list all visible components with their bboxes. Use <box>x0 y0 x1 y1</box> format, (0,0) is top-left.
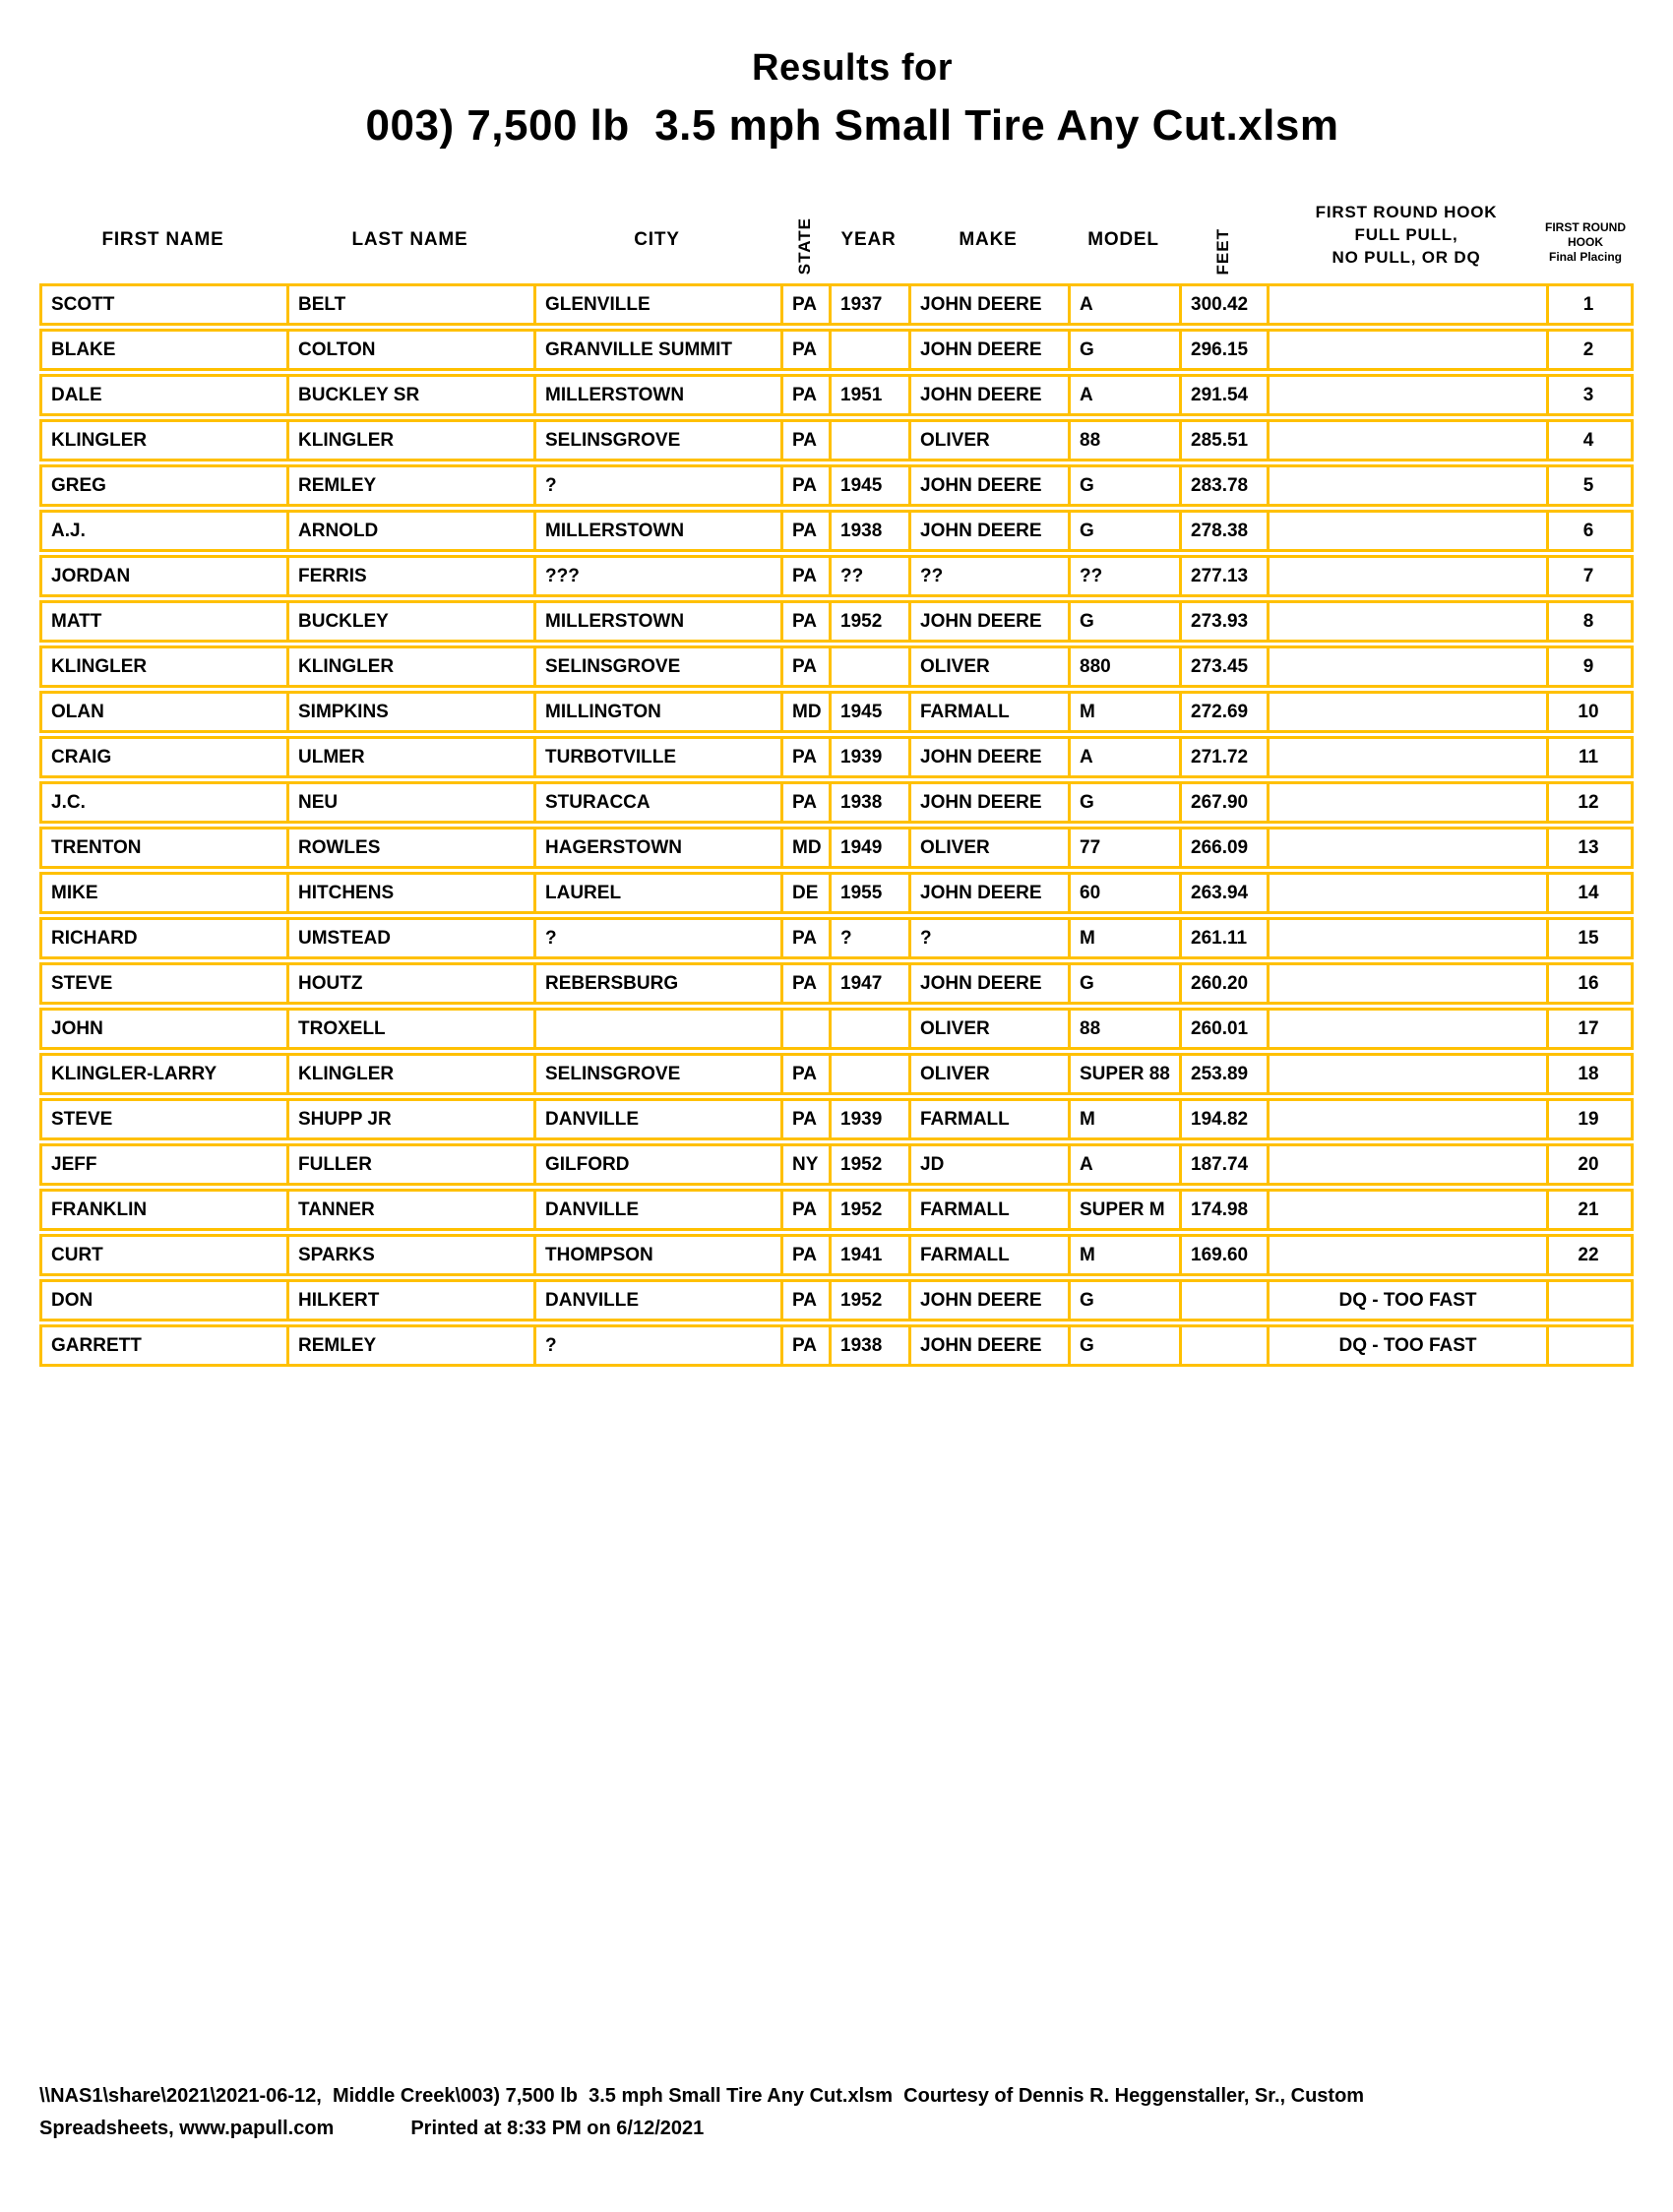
cell-state: PA <box>783 513 832 549</box>
results-table <box>39 188 1634 1367</box>
cell-year: 1945 <box>832 694 911 730</box>
cell-make: JOHN DEERE <box>911 739 1071 775</box>
cell-state: PA <box>783 467 832 504</box>
cell-last-name: TROXELL <box>289 1011 536 1047</box>
table-row <box>39 1053 1634 1095</box>
cell-first-name: MIKE <box>42 875 289 911</box>
cell-first-name: SCOTT <box>42 286 289 323</box>
cell-first-name: STEVE <box>42 965 289 1002</box>
cell-year: 1937 <box>832 286 911 323</box>
cell-first-name: JORDAN <box>42 558 289 594</box>
cell-final-placing: 11 <box>1578 746 1599 768</box>
cell-feet: 263.94 <box>1182 875 1270 911</box>
header-feet: FEET <box>1212 227 1232 275</box>
cell-last-name: ROWLES <box>289 830 536 866</box>
cell-make: JOHN DEERE <box>911 875 1071 911</box>
cell-state: NY <box>783 1146 832 1183</box>
cell-last-name: SPARKS <box>289 1237 536 1273</box>
cell-first-name: CRAIG <box>42 739 289 775</box>
cell-model: M <box>1071 920 1182 956</box>
cell-year: 1952 <box>832 1192 911 1228</box>
cell-first-name: OLAN <box>42 694 289 730</box>
cell-hook-result <box>1270 377 1549 413</box>
cell-feet: 174.98 <box>1182 1192 1270 1228</box>
cell-state: PA <box>783 332 832 368</box>
placing-header-line3: Final Placing <box>1548 250 1622 264</box>
footer-line2 <box>39 2113 1364 2145</box>
cell-year: 1939 <box>832 1101 911 1137</box>
cell-final-placing: 4 <box>1582 429 1594 451</box>
cell-first-name: DON <box>42 1282 289 1319</box>
cell-hook-result <box>1270 648 1549 685</box>
cell-last-name: BUCKLEY SR <box>289 377 536 413</box>
cell-feet: 296.15 <box>1182 332 1270 368</box>
cell-city: SELINSGROVE <box>536 422 783 459</box>
cell-feet: 260.20 <box>1182 965 1270 1002</box>
cell-feet: 253.89 <box>1182 1056 1270 1092</box>
cell-feet: 260.01 <box>1182 1011 1270 1047</box>
cell-make: FARMALL <box>911 1101 1071 1137</box>
cell-final-placing: 9 <box>1582 655 1594 677</box>
cell-year <box>832 648 911 685</box>
table-row <box>39 464 1634 507</box>
cell-last-name: HILKERT <box>289 1282 536 1319</box>
footer <box>39 2080 1364 2145</box>
cell-hook-result <box>1270 965 1549 1002</box>
cell-year: ? <box>832 920 911 956</box>
cell-final-placing: 12 <box>1578 791 1599 813</box>
cell-state: PA <box>783 1192 832 1228</box>
cell-last-name: KLINGLER <box>289 422 536 459</box>
cell-last-name: FERRIS <box>289 558 536 594</box>
cell-first-name: BLAKE <box>42 332 289 368</box>
cell-state: PA <box>783 603 832 640</box>
cell-state: PA <box>783 739 832 775</box>
cell-year: 1951 <box>832 377 911 413</box>
cell-year: 1939 <box>832 739 911 775</box>
cell-hook-result <box>1270 467 1549 504</box>
cell-year: 1938 <box>832 513 911 549</box>
cell-year: 1941 <box>832 1237 911 1273</box>
cell-city: THOMPSON <box>536 1237 783 1273</box>
cell-first-name: MATT <box>42 603 289 640</box>
cell-last-name: BELT <box>289 286 536 323</box>
table-row <box>39 329 1634 371</box>
cell-model: G <box>1071 513 1182 549</box>
cell-feet: 169.60 <box>1182 1237 1270 1273</box>
cell-last-name: NEU <box>289 784 536 821</box>
cell-final-placing: 10 <box>1578 701 1599 722</box>
cell-city: DANVILLE <box>536 1192 783 1228</box>
cell-make: JOHN DEERE <box>911 467 1071 504</box>
cell-feet: 278.38 <box>1182 513 1270 549</box>
table-row <box>39 736 1634 778</box>
cell-model: A <box>1071 286 1182 323</box>
header-year: YEAR <box>840 229 897 250</box>
cell-last-name: HITCHENS <box>289 875 536 911</box>
cell-state: PA <box>783 965 832 1002</box>
table-row <box>39 645 1634 688</box>
cell-year: 1952 <box>832 1146 911 1183</box>
cell-make: JOHN DEERE <box>911 377 1071 413</box>
cell-hook-result <box>1270 1237 1549 1273</box>
cell-year: 1945 <box>832 467 911 504</box>
cell-final-placing: 20 <box>1578 1153 1599 1175</box>
cell-model: SUPER 88 <box>1071 1056 1182 1092</box>
cell-hook-result <box>1270 332 1549 368</box>
table-row <box>39 600 1634 643</box>
cell-hook-result <box>1270 784 1549 821</box>
cell-year <box>832 1056 911 1092</box>
cell-last-name: ARNOLD <box>289 513 536 549</box>
cell-first-name: DALE <box>42 377 289 413</box>
cell-hook-result <box>1270 558 1549 594</box>
cell-make: OLIVER <box>911 1056 1071 1092</box>
cell-city: DANVILLE <box>536 1282 783 1319</box>
cell-model: G <box>1071 603 1182 640</box>
cell-model: 77 <box>1071 830 1182 866</box>
cell-first-name: J.C. <box>42 784 289 821</box>
cell-final-placing: 3 <box>1582 384 1594 405</box>
cell-final-placing: 21 <box>1578 1198 1599 1220</box>
cell-state: PA <box>783 286 832 323</box>
header-last-name: LAST NAME <box>351 229 468 250</box>
cell-make: JOHN DEERE <box>911 784 1071 821</box>
cell-hook-result <box>1270 603 1549 640</box>
cell-feet: 273.45 <box>1182 648 1270 685</box>
cell-city: MILLERSTOWN <box>536 603 783 640</box>
cell-make: JOHN DEERE <box>911 603 1071 640</box>
cell-city: GRANVILLE SUMMIT <box>536 332 783 368</box>
cell-city: ? <box>536 920 783 956</box>
cell-make: JOHN DEERE <box>911 1282 1071 1319</box>
cell-hook-result: DQ - TOO FAST <box>1270 1282 1549 1319</box>
cell-final-placing: 16 <box>1578 972 1599 994</box>
cell-last-name: UMSTEAD <box>289 920 536 956</box>
cell-model: G <box>1071 1282 1182 1319</box>
table-row <box>39 1143 1634 1186</box>
cell-city: HAGERSTOWN <box>536 830 783 866</box>
cell-first-name: GREG <box>42 467 289 504</box>
cell-last-name: KLINGLER <box>289 648 536 685</box>
cell-make: JD <box>911 1146 1071 1183</box>
table-row <box>39 1008 1634 1050</box>
cell-final-placing: 19 <box>1578 1108 1599 1130</box>
cell-final-placing <box>1549 1327 1628 1364</box>
cell-feet <box>1182 1282 1270 1319</box>
cell-year: 1955 <box>832 875 911 911</box>
cell-year: 1938 <box>832 1327 911 1364</box>
cell-year <box>832 422 911 459</box>
cell-feet <box>1182 1327 1270 1364</box>
cell-state: PA <box>783 558 832 594</box>
cell-city: MILLERSTOWN <box>536 377 783 413</box>
cell-model: SUPER M <box>1071 1192 1182 1228</box>
table-row <box>39 419 1634 461</box>
cell-last-name: SIMPKINS <box>289 694 536 730</box>
cell-year: 1952 <box>832 603 911 640</box>
cell-make: JOHN DEERE <box>911 286 1071 323</box>
cell-first-name: STEVE <box>42 1101 289 1137</box>
cell-feet: 273.93 <box>1182 603 1270 640</box>
header-first-round-hook <box>1267 188 1546 276</box>
cell-year <box>832 332 911 368</box>
table-row <box>39 1234 1634 1276</box>
cell-state: PA <box>783 648 832 685</box>
cell-city: REBERSBURG <box>536 965 783 1002</box>
cell-feet: 272.69 <box>1182 694 1270 730</box>
cell-last-name: TANNER <box>289 1192 536 1228</box>
cell-state: PA <box>783 1056 832 1092</box>
header-final-placing <box>1546 188 1625 276</box>
cell-hook-result <box>1270 1146 1549 1183</box>
cell-feet: 194.82 <box>1182 1101 1270 1137</box>
cell-final-placing: 5 <box>1582 474 1594 496</box>
header-city: CITY <box>634 229 680 250</box>
cell-final-placing: 7 <box>1582 565 1594 586</box>
table-row <box>39 283 1634 326</box>
cell-model: G <box>1071 965 1182 1002</box>
cell-final-placing: 22 <box>1578 1244 1599 1265</box>
table-body <box>39 283 1634 1367</box>
cell-model: G <box>1071 332 1182 368</box>
cell-first-name: GARRETT <box>42 1327 289 1364</box>
cell-make: OLIVER <box>911 830 1071 866</box>
table-row <box>39 1098 1634 1140</box>
footer-line2-right: Printed at 8:33 PM on 6/12/2021 <box>410 2118 705 2139</box>
cell-city: LAUREL <box>536 875 783 911</box>
table-row <box>39 917 1634 959</box>
cell-first-name: A.J. <box>42 513 289 549</box>
cell-make: ?? <box>911 558 1071 594</box>
results-page <box>0 47 1673 2212</box>
cell-feet: 261.11 <box>1182 920 1270 956</box>
cell-final-placing: 8 <box>1582 610 1594 632</box>
cell-city: ??? <box>536 558 783 594</box>
cell-make: FARMALL <box>911 1192 1071 1228</box>
table-row <box>39 1189 1634 1231</box>
table-row <box>39 962 1634 1005</box>
cell-final-placing: 15 <box>1578 927 1599 949</box>
title-line1: Results for <box>752 47 953 89</box>
cell-make: FARMALL <box>911 694 1071 730</box>
cell-first-name: CURT <box>42 1237 289 1273</box>
cell-hook-result <box>1270 286 1549 323</box>
cell-last-name: HOUTZ <box>289 965 536 1002</box>
cell-model: G <box>1071 784 1182 821</box>
cell-first-name: KLINGLER <box>42 648 289 685</box>
cell-last-name: FULLER <box>289 1146 536 1183</box>
cell-hook-result <box>1270 1192 1549 1228</box>
cell-first-name: KLINGLER-LARRY <box>42 1056 289 1092</box>
cell-make: FARMALL <box>911 1237 1071 1273</box>
cell-feet: 283.78 <box>1182 467 1270 504</box>
cell-city: MILLINGTON <box>536 694 783 730</box>
table-row <box>39 691 1634 733</box>
cell-make: JOHN DEERE <box>911 513 1071 549</box>
cell-model: A <box>1071 739 1182 775</box>
cell-feet: 285.51 <box>1182 422 1270 459</box>
cell-final-placing <box>1549 1282 1628 1319</box>
cell-last-name: KLINGLER <box>289 1056 536 1092</box>
cell-model: ?? <box>1071 558 1182 594</box>
cell-state: PA <box>783 784 832 821</box>
cell-model: 88 <box>1071 1011 1182 1047</box>
cell-last-name: REMLEY <box>289 467 536 504</box>
cell-model: M <box>1071 1101 1182 1137</box>
cell-feet: 291.54 <box>1182 377 1270 413</box>
cell-state: PA <box>783 1282 832 1319</box>
cell-city: ? <box>536 467 783 504</box>
cell-year: 1947 <box>832 965 911 1002</box>
cell-year: 1952 <box>832 1282 911 1319</box>
cell-city: GILFORD <box>536 1146 783 1183</box>
cell-model: M <box>1071 694 1182 730</box>
cell-year <box>832 1011 911 1047</box>
table-row <box>39 781 1634 824</box>
cell-state: PA <box>783 1327 832 1364</box>
cell-make: OLIVER <box>911 422 1071 459</box>
table-row <box>39 510 1634 552</box>
cell-model: 60 <box>1071 875 1182 911</box>
cell-hook-result <box>1270 739 1549 775</box>
cell-feet: 266.09 <box>1182 830 1270 866</box>
hook-header-line2: FULL PULL, <box>1354 225 1458 244</box>
cell-feet: 277.13 <box>1182 558 1270 594</box>
cell-last-name: BUCKLEY <box>289 603 536 640</box>
title-line2: 003) 7,500 lb 3.5 mph Small Tire Any Cut.xlsm <box>365 101 1339 150</box>
cell-feet: 187.74 <box>1182 1146 1270 1183</box>
cell-hook-result <box>1270 422 1549 459</box>
cell-last-name: REMLEY <box>289 1327 536 1364</box>
cell-make: ? <box>911 920 1071 956</box>
cell-last-name: COLTON <box>289 332 536 368</box>
cell-city: DANVILLE <box>536 1101 783 1137</box>
cell-state: PA <box>783 1101 832 1137</box>
cell-feet: 300.42 <box>1182 286 1270 323</box>
cell-model: A <box>1071 1146 1182 1183</box>
cell-first-name: FRANKLIN <box>42 1192 289 1228</box>
cell-first-name: JOHN <box>42 1011 289 1047</box>
cell-make: JOHN DEERE <box>911 965 1071 1002</box>
header-model: MODEL <box>1087 229 1159 250</box>
cell-make: JOHN DEERE <box>911 1327 1071 1364</box>
placing-header-line1: FIRST ROUND <box>1545 220 1626 234</box>
cell-final-placing: 18 <box>1578 1063 1599 1084</box>
hook-header-line1: FIRST ROUND HOOK <box>1315 203 1498 221</box>
cell-first-name: JEFF <box>42 1146 289 1183</box>
cell-year: 1938 <box>832 784 911 821</box>
cell-first-name: RICHARD <box>42 920 289 956</box>
table-row <box>39 1324 1634 1367</box>
cell-state: PA <box>783 377 832 413</box>
header-first-name: FIRST NAME <box>101 229 224 250</box>
cell-model: 880 <box>1071 648 1182 685</box>
cell-feet: 267.90 <box>1182 784 1270 821</box>
table-row <box>39 1279 1634 1321</box>
table-header-row <box>39 188 1634 276</box>
cell-city: STURACCA <box>536 784 783 821</box>
cell-feet: 271.72 <box>1182 739 1270 775</box>
cell-city: GLENVILLE <box>536 286 783 323</box>
cell-model: G <box>1071 1327 1182 1364</box>
cell-city: SELINSGROVE <box>536 1056 783 1092</box>
table-row <box>39 555 1634 597</box>
cell-final-placing: 17 <box>1578 1017 1599 1039</box>
cell-city: TURBOTVILLE <box>536 739 783 775</box>
header-make: MAKE <box>959 229 1018 250</box>
cell-city: SELINSGROVE <box>536 648 783 685</box>
header-state: STATE <box>794 216 814 275</box>
footer-line2-left: Spreadsheets, www.papull.com <box>39 2118 335 2139</box>
footer-line1: \\NAS1\share\2021\2021-06-12, Middle Creek\003) 7,500 lb 3.5 mph Small Tire Any Cut.xlsm Courtesy of Dennis R. Heggenstaller, Sr., Custom <box>39 2085 1365 2107</box>
table-row <box>39 872 1634 914</box>
cell-hook-result <box>1270 1011 1549 1047</box>
table-row <box>39 374 1634 416</box>
cell-hook-result <box>1270 830 1549 866</box>
cell-final-placing: 14 <box>1578 882 1599 903</box>
cell-state: PA <box>783 422 832 459</box>
cell-model: M <box>1071 1237 1182 1273</box>
cell-year: ?? <box>832 558 911 594</box>
cell-hook-result <box>1270 875 1549 911</box>
cell-first-name: KLINGLER <box>42 422 289 459</box>
cell-final-placing: 2 <box>1582 338 1594 360</box>
cell-hook-result <box>1270 513 1549 549</box>
cell-state: DE <box>783 875 832 911</box>
cell-state: MD <box>783 694 832 730</box>
cell-state <box>783 1011 832 1047</box>
table-row <box>39 827 1634 869</box>
cell-hook-result: DQ - TOO FAST <box>1270 1327 1549 1364</box>
cell-city: ? <box>536 1327 783 1364</box>
cell-make: OLIVER <box>911 648 1071 685</box>
cell-state: MD <box>783 830 832 866</box>
cell-last-name: ULMER <box>289 739 536 775</box>
cell-hook-result <box>1270 694 1549 730</box>
cell-hook-result <box>1270 1101 1549 1137</box>
cell-state: PA <box>783 920 832 956</box>
cell-city: MILLERSTOWN <box>536 513 783 549</box>
cell-model: A <box>1071 377 1182 413</box>
cell-state: PA <box>783 1237 832 1273</box>
cell-make: OLIVER <box>911 1011 1071 1047</box>
cell-city <box>536 1011 783 1047</box>
placing-header-line2: HOOK <box>1568 235 1603 249</box>
cell-final-placing: 1 <box>1582 293 1594 315</box>
cell-hook-result <box>1270 920 1549 956</box>
cell-final-placing: 13 <box>1578 836 1599 858</box>
cell-hook-result <box>1270 1056 1549 1092</box>
cell-year: 1949 <box>832 830 911 866</box>
cell-model: 88 <box>1071 422 1182 459</box>
page-title <box>39 47 1665 151</box>
cell-final-placing: 6 <box>1582 520 1594 541</box>
cell-first-name: TRENTON <box>42 830 289 866</box>
cell-make: JOHN DEERE <box>911 332 1071 368</box>
cell-model: G <box>1071 467 1182 504</box>
cell-last-name: SHUPP JR <box>289 1101 536 1137</box>
hook-header-line3: NO PULL, OR DQ <box>1332 248 1481 267</box>
